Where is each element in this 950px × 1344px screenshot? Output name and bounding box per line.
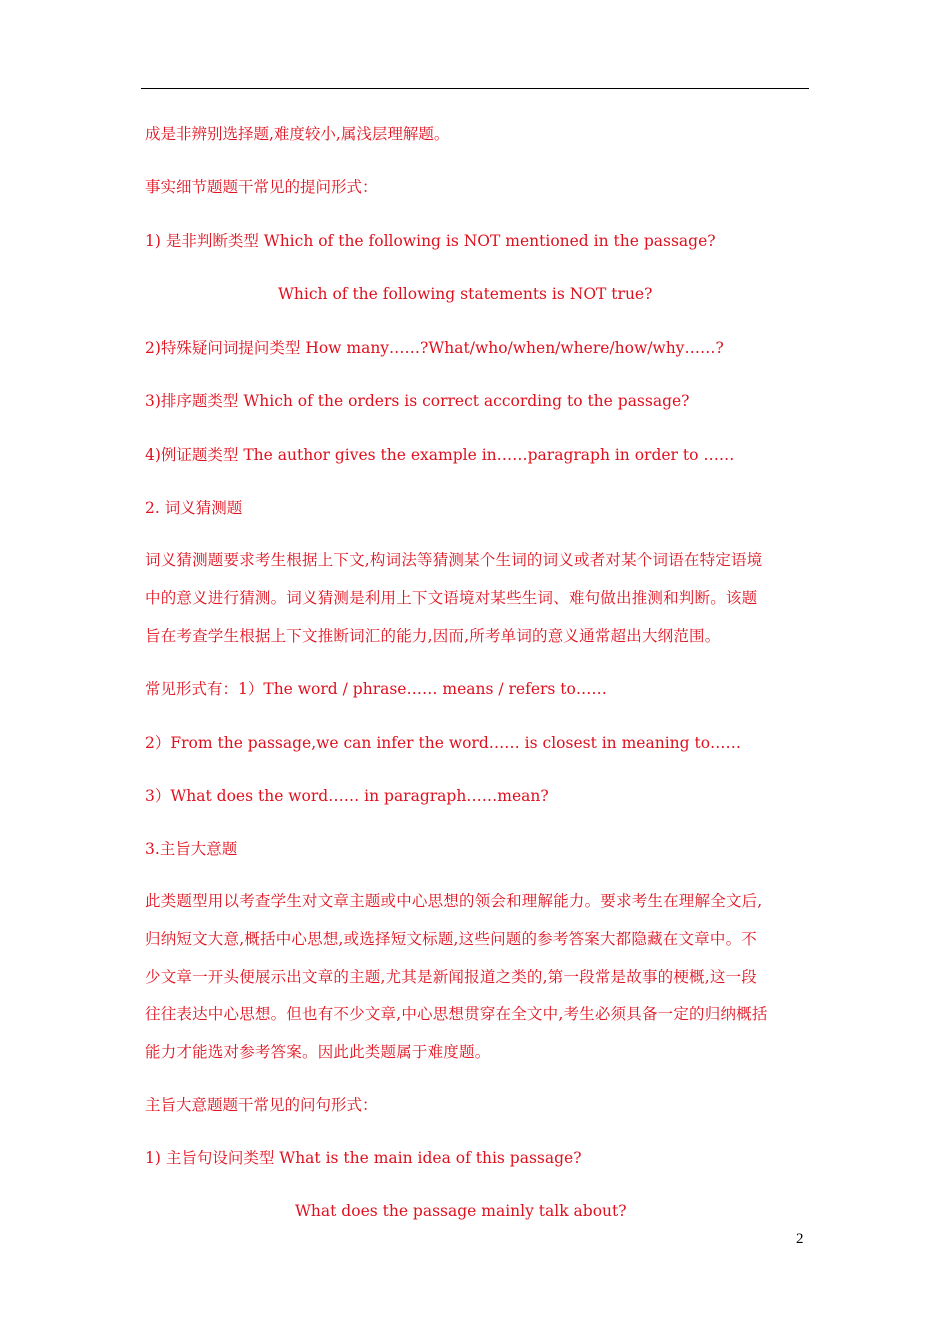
paragraph-line: 归纳短文大意,概括中心思想,或选择短文标题,这些问题的参考答案大都隐藏在文章中。不 bbox=[145, 930, 757, 948]
paragraph-line: 少文章一开头便展示出文章的主题,尤其是新闻报道之类的,第一段常是故事的梗概,这一段 bbox=[145, 968, 757, 986]
paragraph-line: 中的意义进行猜测。词义猜测是利用上下文语境对某些生词、难句做出推测和判断。该题 bbox=[145, 589, 758, 607]
section-heading: 3.主旨大意题 bbox=[145, 840, 238, 858]
text-line: 2）From the passage,we can infer the word…… is closest in meaning to…… bbox=[145, 734, 742, 752]
text-line: 主旨大意题题干常见的问句形式： bbox=[145, 1096, 378, 1114]
text-line: 事实细节题题干常见的提问形式： bbox=[145, 178, 378, 196]
text-line: 4)例证题类型 The author gives the example in……paragraph in order to …… bbox=[145, 446, 735, 464]
text-line: 2)特殊疑问词提问类型 How many……?What/who/when/where/how/why……? bbox=[145, 339, 724, 357]
text-line: Which of the following statements is NOT true? bbox=[278, 285, 653, 303]
text-line: 3)排序题类型 Which of the orders is correct according to the passage? bbox=[145, 392, 690, 410]
paragraph-line: 此类题型用以考查学生对文章主题或中心思想的领会和理解能力。要求考生在理解全文后, bbox=[145, 892, 763, 910]
paragraph-line: 往往表达中心思想。但也有不少文章,中心思想贯穿在全文中,考生必须具备一定的归纳概括 bbox=[145, 1005, 768, 1023]
paragraph-line: 词义猜测题要求考生根据上下文,构词法等猜测某个生词的词义或者对某个词语在特定语境 bbox=[145, 551, 763, 569]
section-heading: 2. 词义猜测题 bbox=[145, 499, 243, 517]
paragraph-line: 旨在考查学生根据上下文推断词汇的能力,因而,所考单词的意义通常超出大纲范围。 bbox=[145, 627, 721, 645]
header-rule bbox=[141, 88, 809, 89]
text-line: 常见形式有：1）The word / phrase…… means / refers to…… bbox=[145, 680, 607, 698]
paragraph-line: 能力才能选对参考答案。因此此类题属于难度题。 bbox=[145, 1043, 491, 1061]
text-line: 成是非辨别选择题,难度较小,属浅层理解题。 bbox=[145, 125, 450, 143]
text-line: 1) 主旨句设问类型 What is the main idea of this passage? bbox=[145, 1149, 582, 1167]
text-line: 3）What does the word…… in paragraph……mean? bbox=[145, 787, 549, 805]
text-line: 1) 是非判断类型 Which of the following is NOT mentioned in the passage? bbox=[145, 232, 716, 250]
page-number: 2 bbox=[796, 1231, 804, 1247]
text-line: What does the passage mainly talk about? bbox=[295, 1202, 627, 1220]
